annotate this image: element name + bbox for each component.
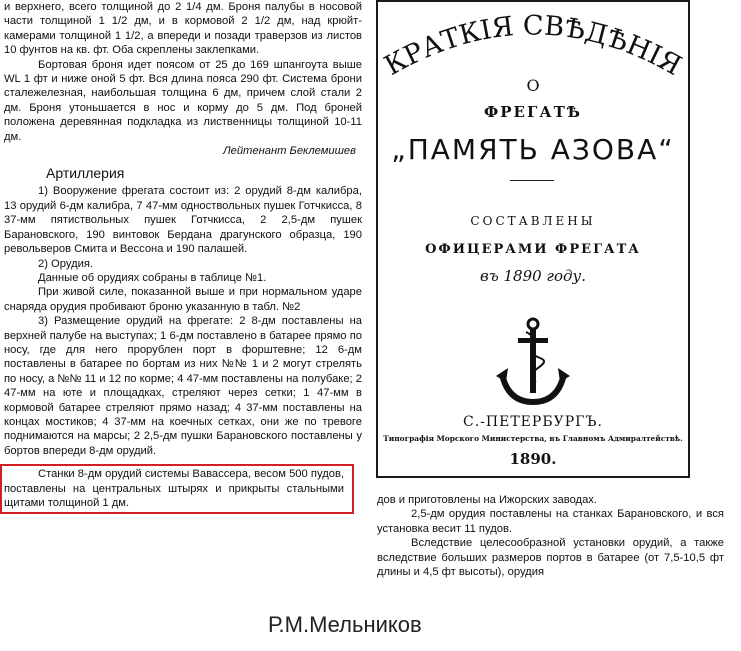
penetration-paragraph: При живой силе, показанной выше и при нормальном ударе снаряда орудия пробивают броню указанную в табл. №2 xyxy=(4,286,362,313)
title-frigate-word: ФРЕГАТѢ xyxy=(484,103,582,121)
table-reference-paragraph: Данные об орудиях собраны в таблице №1. xyxy=(38,271,267,284)
title-preposition: О xyxy=(526,76,540,95)
baranovsky-paragraph: 2,5-дм орудия поставлены на станках Барановского, и вся установка весит 11 пудов. xyxy=(377,508,724,535)
author-caption: Р.М.Мельников xyxy=(268,612,422,637)
anchor-icon xyxy=(496,316,570,408)
section-heading-artillery: Артиллерия xyxy=(46,165,125,182)
publication-year: 1890. xyxy=(509,450,557,468)
highlighted-text: Станки 8-дм орудий системы Вавассера, весом 500 пудов, поставлены на центральных штырях и прикрыты стальными щитами толщиной 1 дм. xyxy=(4,468,344,509)
compiled-label: СОСТАВЛЕНЫ xyxy=(470,214,596,228)
ports-paragraph: Вследствие целесообразной установки орудий, а также вследствие больших размеров портов в батарее (от 7,5-10,5 фт длины и 4,5 фт высоты), орудия xyxy=(377,537,724,579)
title-rule xyxy=(510,180,554,181)
arched-title-text: КРАТКІЯ СВѢДѢНІЯ xyxy=(379,10,687,82)
svg-text:КРАТКІЯ СВѢДѢНІЯ xyxy=(380,10,687,81)
highlighted-passage xyxy=(0,464,354,514)
officers-label: ОФИЦЕРАМИ ФРЕГАТА xyxy=(425,242,641,257)
left-text-column xyxy=(4,0,362,514)
guns-subheading: 2) Орудия. xyxy=(38,257,94,270)
izhora-paragraph: дов и приготовлены на Ижорских заводах. xyxy=(377,494,597,506)
armor-deck-paragraph: и верхнего, всего толщиной до 2 1/4 дм. Броня палубы в носовой части толщиной 1 1/2 дм, и в кормовой 2 1/2 дм, над крюйт-камерами толщиной 1 1/2, а впереди и позади траверзов из листов 10 фунтов на кв. фт. Оба скреплены заклепками. xyxy=(4,1,362,57)
title-page-image xyxy=(376,0,690,478)
author-signature: Лейтенант Беклемишев xyxy=(222,145,356,158)
placement-paragraph: 3) Размещение орудий на фрегате: 2 8-дм поставлены на верхней палубе на выступах; 1 6-дм поставлено в батарее прямо по носу, где для него прорублен порт в форштевне; 12 6-дм поставлены в батарее по бортам из них №№ 1 и 2 могут стрелять по носу, а №№ 11 и 12 по корме; 4 47-мм поставлены на полубаке; 2 47-мм на юте и площадках, стреляют через сетки; 1 47-мм в кормовой батарее стреляют прямо назад; 4 37-мм поставлены на концах мостиков; 4 37-мм на коечных сетках, они же по тревоге поднимаются на марсы; 2 2,5-дм пушки Барановского поставлены у бортов впереди 8-дм орудий. xyxy=(4,315,362,457)
ship-name: „ПАМЯТЬ АЗОВА“ xyxy=(391,133,675,166)
belt-armor-paragraph: Бортовая броня идет поясом от 25 до 169 шпангоута выше WL 1 фт и ниже оной 5 фт. Вся длина пояса 290 фт. Система брони сталежелезная, наибольшая толщина 6 дм, причем слой стали 2 дм. Броня утоньшается в нос и корму до 5 дм. Под броней положена деревянная подкладка из лиственницы толщиной 10-11 дм. xyxy=(4,58,362,143)
city-label: С.-ПЕТЕРБУРГЪ. xyxy=(463,414,603,430)
printer-label: Типографія Морского Министерства, въ Главномъ Адмиралтействѣ. xyxy=(383,434,683,443)
right-text-column xyxy=(377,493,724,579)
armament-paragraph: 1) Вооружение фрегата состоит из: 2 орудий 8-дм калибра, 13 орудий 6-дм калибра, 7 47-мм одноствольных пушек Готчкисса, 8 37-мм пятиствольных пушек Готчкисса, 2 2,5-дм пушек Барановского, 190 винтовок Бердана драгунского образца, 190 револьверов Смита и Вессона и 190 палашей. xyxy=(4,185,362,256)
arched-title xyxy=(378,2,688,82)
year-line: въ 1890 году. xyxy=(479,267,587,285)
